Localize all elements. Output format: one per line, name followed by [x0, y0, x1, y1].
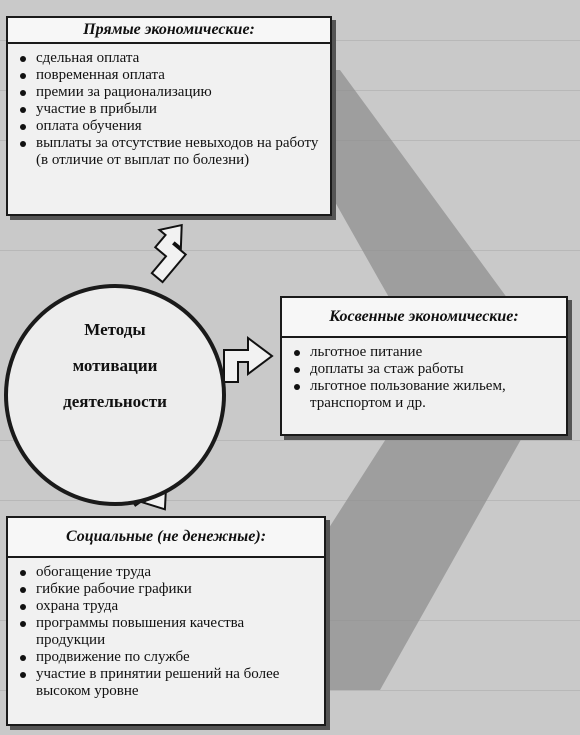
list-item: охрана труда [18, 598, 316, 615]
arrow-up-icon [135, 216, 199, 282]
arrow-right-icon [224, 338, 272, 382]
direct-economic-box [6, 16, 332, 216]
indirect-economic-title: Косвенные экономические: [282, 298, 566, 338]
list-item: программы повышения качества продукции [18, 615, 316, 649]
indirect-economic-list [282, 338, 566, 416]
social-list [8, 558, 324, 704]
list-item: льготное питание [292, 344, 558, 361]
list-item: гибкие рабочие графики [18, 581, 316, 598]
list-item: выплаты за отсутствие невыходов на работу (в отличие от выплат по болезни) [18, 135, 322, 169]
list-item: участие в принятии решений на более высоком уровне [18, 666, 316, 700]
list-item: оплата обучения [18, 118, 322, 135]
circle-line-3: деятельности [63, 392, 167, 411]
list-item: продвижение по службе [18, 649, 316, 666]
social-box [6, 516, 326, 726]
list-item: доплаты за стаж работы [292, 361, 558, 378]
list-item: повременная оплата [18, 67, 322, 84]
circle-line-2: мотивации [72, 356, 158, 375]
list-item: обогащение труда [18, 564, 316, 581]
list-item: премии за рационализацию [18, 84, 322, 101]
indirect-economic-box [280, 296, 568, 436]
list-item: участие в прибыли [18, 101, 322, 118]
list-item: льготное пользование жильем, транспортом и др. [292, 378, 558, 412]
social-title: Социальные (не денежные): [8, 518, 324, 558]
circle-line-1: Методы [84, 320, 146, 339]
direct-economic-list [8, 44, 330, 173]
methods-circle [4, 284, 226, 506]
direct-economic-title: Прямые экономические: [8, 18, 330, 44]
list-item: сдельная оплата [18, 50, 322, 67]
